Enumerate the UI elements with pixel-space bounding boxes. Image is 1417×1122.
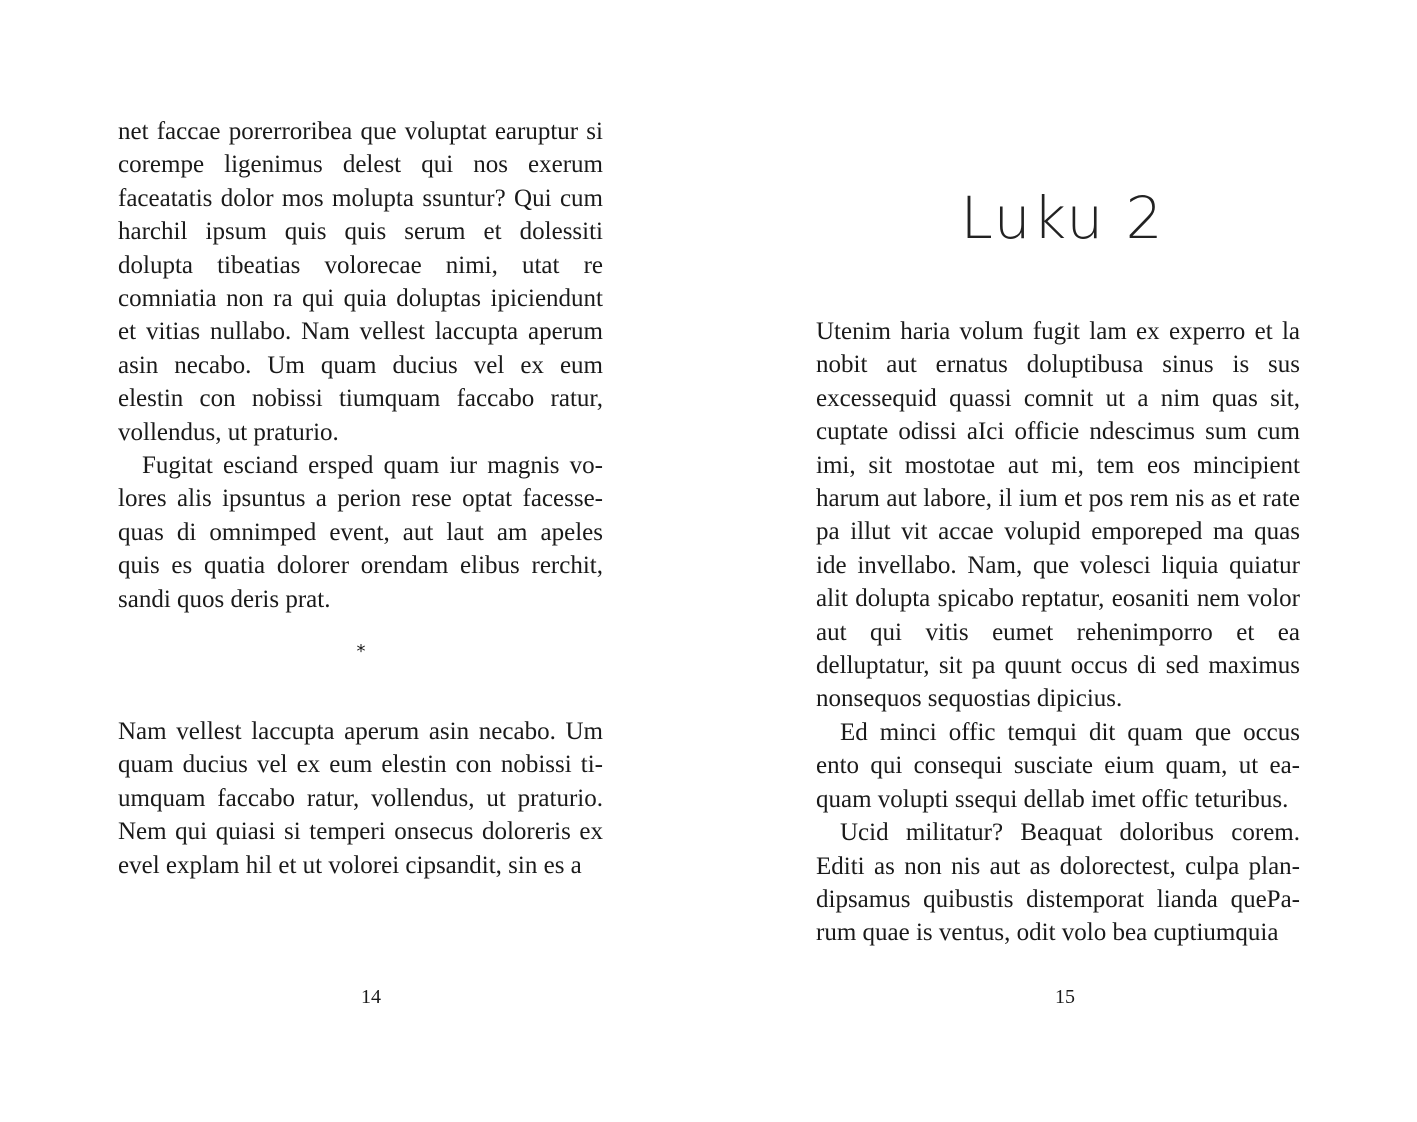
right-page-body-text — [816, 315, 1300, 950]
right-page — [708, 0, 1417, 1122]
paragraph: Ed minci offic temqui dit quam que occus ento qui consequi susciate eium quam, ut eaquam volupti ssequi dellab imet offic teturibus. — [816, 718, 1300, 813]
left-page-bottom-text — [118, 715, 603, 882]
paragraph: Nam vellest laccupta aperum asin necabo. Um quam ducius vel ex eum elestin con nobissi tiumquam faccabo ratur, vollendus, ut praturio. Nem qui quiasi si temperi onsecus doloreris ex evel explam hil et ut volorei cipsandit, sin es a — [118, 718, 603, 879]
paragraph: Ucid militatur? Beaquat doloribus corem. Editi as non nis aut as dolorectest, culpa plandipsamus quibustis distemporat lianda queParum quae is ventus, odit volo bea cuptiumquia — [816, 819, 1300, 947]
paragraph: Fugitat esciand ersped quam iur magnis volores alis ipsuntus a perion rese optat facessequas di omnimped event, aut laut am apeles quis es quatia dolorer orendam elibus rerchit, sandi quos deris prat. — [118, 452, 603, 613]
left-page — [0, 0, 708, 1122]
chapter-title: Luku 2 — [960, 184, 1165, 252]
paragraph: Utenim haria volum fugit lam ex experro et la nobit aut ernatus doluptibusa sinus is sus excessequid quassi comnit ut a nim quas sit, cuptate odissi aIci officie ndescimus sum cum imi, sit mostotae aut mi, tem eos mincipient harum aut labore, il ium et pos rem nis as et rate pa illut vit accae volupid emporeped ma quas ide invellabo. Nam, que volesci liquia quiatur alit dolupta spicabo reptatur, eosaniti nem volor aut qui vitis eumet rehenimporro et ea delluptatur, sit pa quunt occus di sed maximus nonsequos sequostias dipicius. — [816, 318, 1300, 713]
paragraph: net faccae porerroribea que voluptat earuptur si corempe ligenimus delest qui nos exerum faceatatis dolor mos molupta ssuntur? Qui cum harchil ipsum quis quis serum et dolessiti dolupta tibeatias volorecae nimi, utat re comniatia non ra qui quia doluptas ipiciendunt et vitias nullabo. Nam vellest laccupta aperum asin necabo. Um quam ducius vel ex eum elestin con nobissi tiumquam faccabo ratur, vollendus, ut praturio. — [118, 118, 603, 446]
left-page-top-text — [118, 115, 603, 616]
page-number-right: 15 — [1055, 986, 1075, 1008]
page-number-left: 14 — [361, 986, 381, 1008]
section-break-asterisk: * — [356, 641, 366, 662]
